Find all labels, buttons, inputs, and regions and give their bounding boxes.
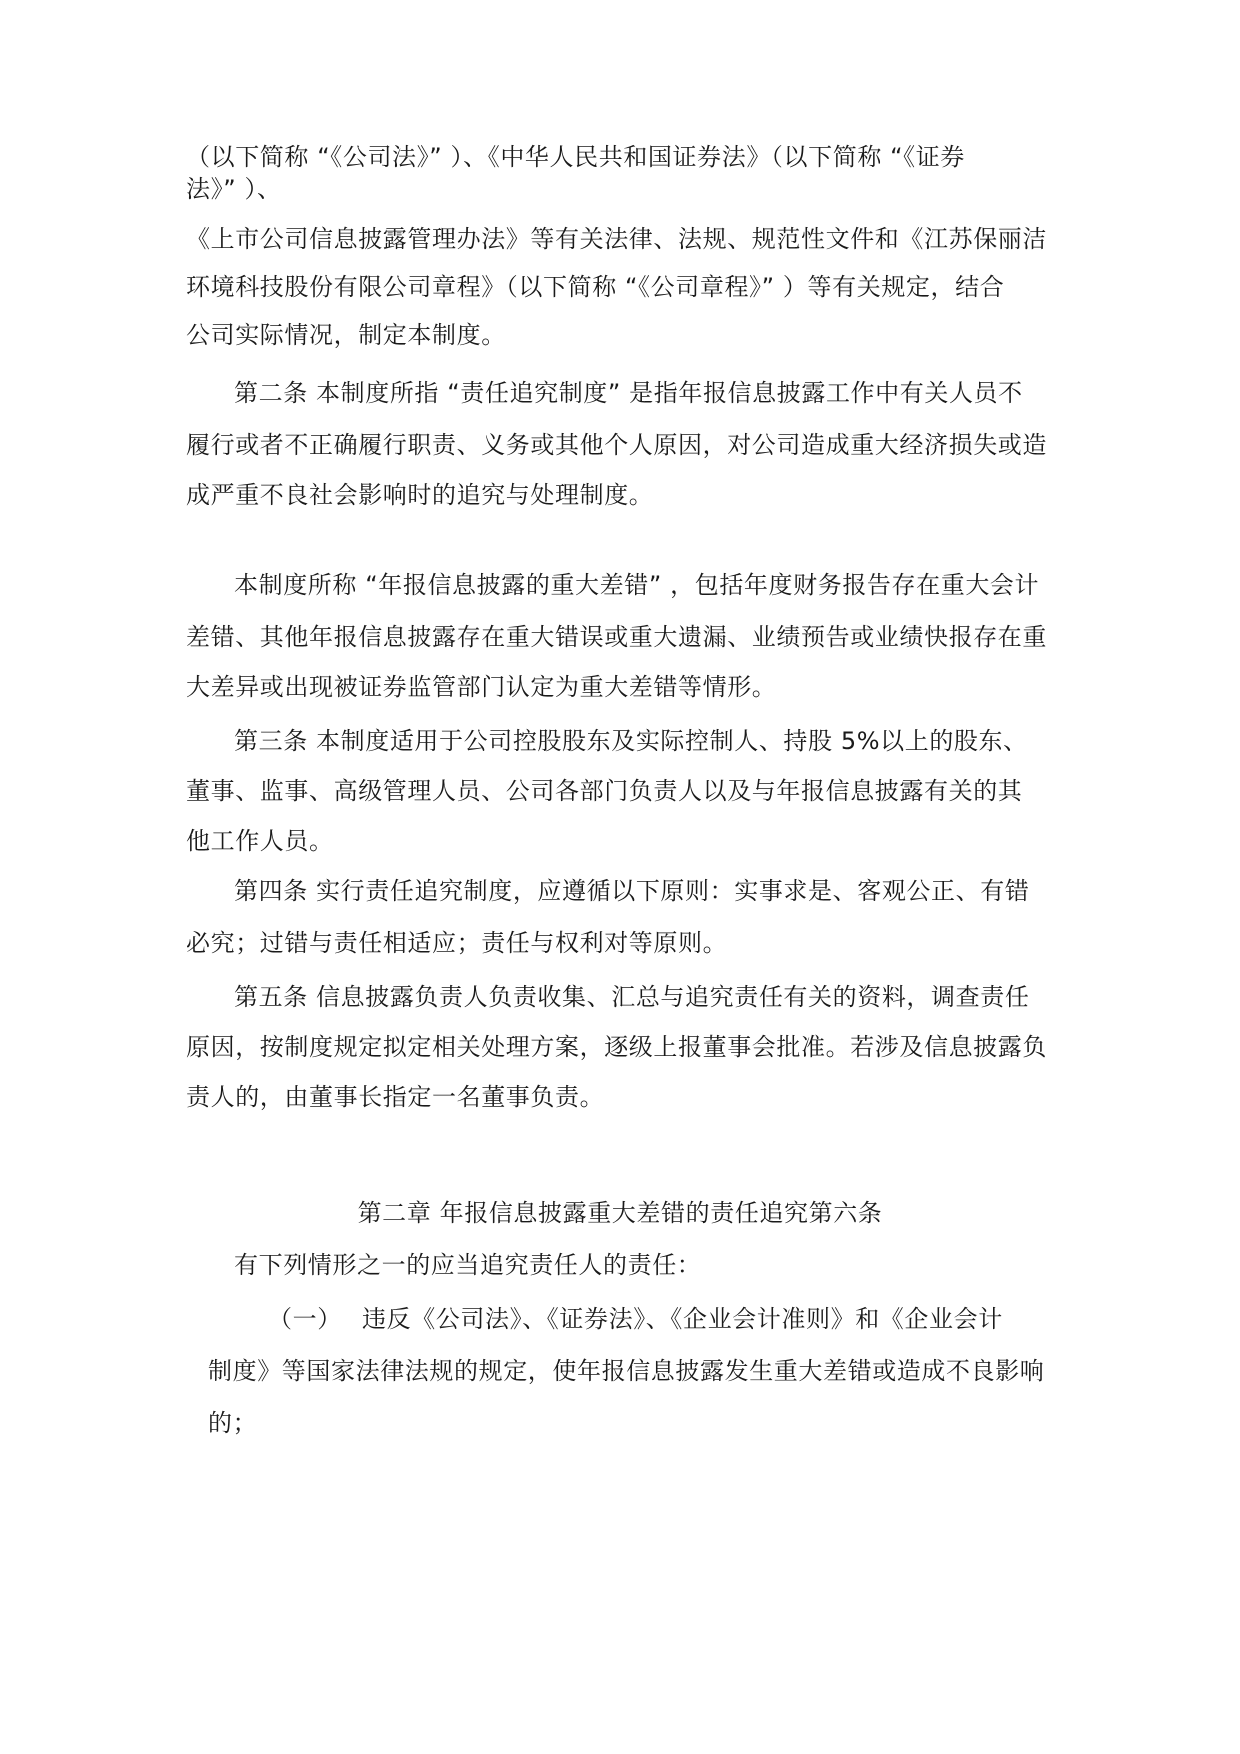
article-5-line-3: 责人的，由董事长指定一名董事负责。 — [186, 1083, 605, 1111]
item-1-number: （一） — [268, 1305, 342, 1333]
definition-line-2: 差错、其他年报信息披露存在重大错误或重大遗漏、业绩预告或业绩快报存在重 — [186, 623, 1047, 651]
article-4-line-1: 第四条 实行责任追究制度，应遵循以下原则：实事求是、客观公正、有错 — [234, 877, 1030, 905]
item-1-line-3: 的； — [208, 1409, 258, 1437]
article-5-line-1: 第五条 信息披露负责人负责收集、汇总与追究责任有关的资料，调查责任 — [234, 983, 1030, 1011]
article-3-line-2: 董事、监事、高级管理人员、公司各部门负责人以及与年报信息披露有关的其 — [186, 777, 1023, 805]
intro-line-2: 法》” ）、 — [186, 175, 282, 203]
chapter-2-heading: 第二章 年报信息披露重大差错的责任追究第六条 — [357, 1199, 883, 1227]
article-2-line-2: 履行或者不正确履行职责、义务或其他个人原因，对公司造成重大经济损失或造 — [186, 431, 1047, 459]
article-2-line-3: 成严重不良社会影响时的追究与处理制度。 — [186, 481, 654, 509]
chapter-2-lead: 有下列情形之一的应当追究责任人的责任： — [234, 1251, 702, 1279]
article-5-line-2: 原因，按制度规定拟定相关处理方案，逐级上报董事会批准。若涉及信息披露负 — [186, 1033, 1047, 1061]
intro-line-3: 《上市公司信息披露管理办法》等有关法律、法规、规范性文件和《江苏保丽洁 — [186, 225, 1047, 253]
article-3-line-1: 第三条 本制度适用于公司控股股东及实际控制人、持股 5%以上的股东、 — [234, 727, 1028, 755]
article-3-line-3: 他工作人员。 — [186, 827, 334, 855]
intro-line-4: 环境科技股份有限公司章程》（以下简称 “《公司章程》” ）等有关规定，结合 — [186, 273, 1005, 301]
item-1-line-2: 制度》等国家法律法规的规定，使年报信息披露发生重大差错或造成不良影响 — [208, 1357, 1045, 1385]
definition-line-3: 大差异或出现被证券监管部门认定为重大差错等情形。 — [186, 673, 777, 701]
item-1-line-1: 违反《公司法》、《证券法》、《企业会计准则》和《企业会计 — [362, 1305, 1003, 1333]
article-2-line-1: 第二条 本制度所指 “责任追究制度” 是指年报信息披露工作中有关人员不 — [234, 379, 1023, 407]
article-4-line-2: 必究；过错与责任相适应；责任与权利对等原则。 — [186, 929, 728, 957]
definition-line-1: 本制度所称 “年报信息披露的重大差错” ，包括年度财务报告存在重大会计 — [234, 571, 1040, 599]
intro-line-5: 公司实际情况，制定本制度。 — [186, 321, 506, 349]
intro-line-1: （以下简称 “《公司法》” ）、《中华人民共和国证券法》（以下简称 “《证券 — [186, 143, 965, 171]
